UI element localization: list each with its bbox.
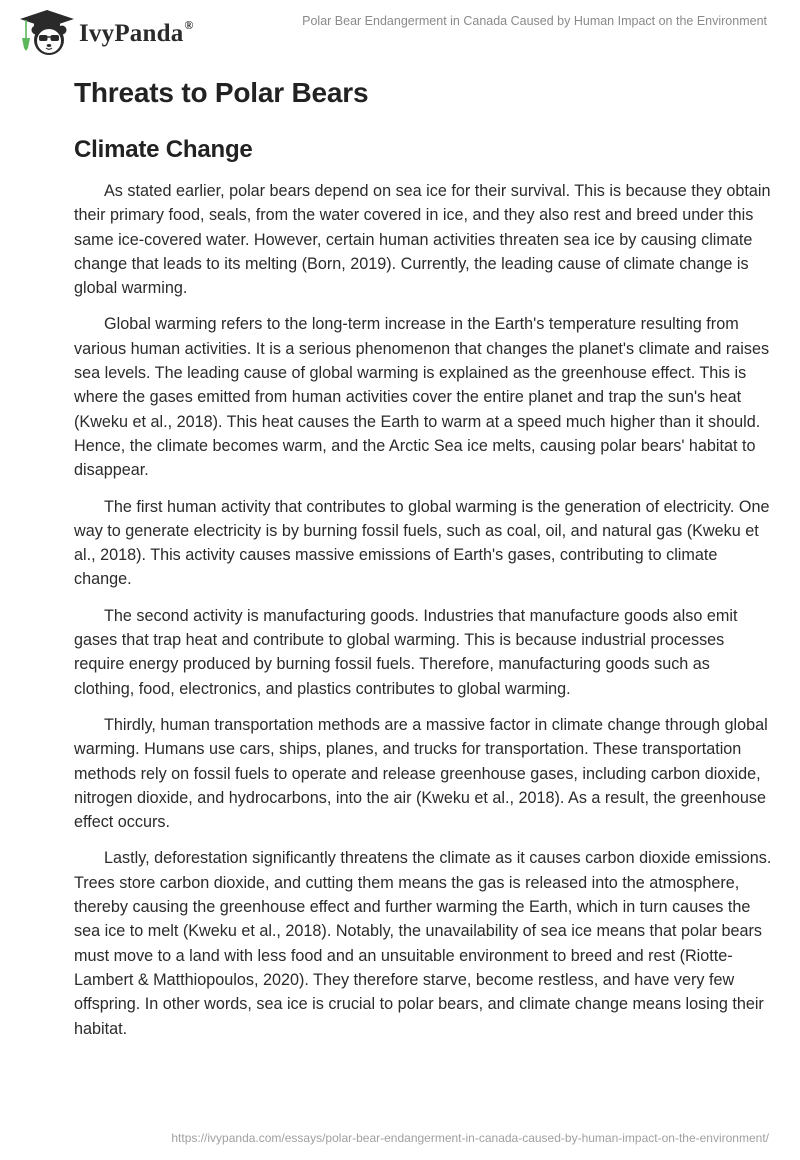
paragraph: The first human activity that contributes to global warming is the generation of electricity. One way to generate electricity is by burning fossil fuels, such as coal, oil, and natural gas (Kweku et al., 2018). This activity causes massive emissions of Earth's gases, contributing to climate change. [74,497,770,589]
page-title: Threats to Polar Bears [74,77,369,108]
paragraph: As stated earlier, polar bears depend on sea ice for their survival. This is because they obtain their primary food, seals, from the water covered in ice, and they also rest and breed under this same ice-covered water. However, certain human activities threaten sea ice by causing climate change that leads to its melting (Born, 2019). Currently, the leading cause of climate change is global warming. [74,182,771,298]
article-content [74,70,774,1041]
source-url-link[interactable]: https://ivypanda.com/essays/polar-bear-endangerment-in-canada-caused-by-human-impact-on-the-environment/ [171,1131,769,1145]
paragraph: Lastly, deforestation significantly threatens the climate as it causes carbon dioxide emissions. Trees store carbon dioxide, and cutting them means the gas is released into the atmosphere, thereby causing the greenhouse effect and further warming the Earth, which in turn causes the sea ice to melt (Kweku et al., 2018). Notably, the unavailability of sea ice means that polar bears must move to a land with less food and an unsuitable environment to breed and rest (Riotte-Lambert & Matthiopoulos, 2020). They therefore starve, become restless, and have very few offspring. In other words, sea ice is crucial to polar bears, and climate change means losing their habitat. [74,849,772,1038]
section-heading: Climate Change [74,136,253,163]
graduated-panda-icon [18,8,76,56]
registered-mark: ® [184,18,194,32]
paragraph: Global warming refers to the long-term increase in the Earth's temperature resulting from various human activities. It is a serious phenomenon that changes the planet's climate and raises sea levels. The leading cause of global warming is explained as the greenhouse effect. This is where the gases emitted from human activities cover the entire planet and trap the sun's heat (Kweku et al., 2018). This heat causes the Earth to warm at a speed much higher than it should. Hence, the climate becomes warm, and the Arctic Sea ice melts, causing polar bears' habitat to disappear. [74,315,770,480]
paragraph: Thirdly, human transportation methods are a massive factor in climate change through global warming. Humans use cars, ships, planes, and trucks for transportation. These transportation methods rely on fossil fuels to operate and release greenhouse gases, including carbon dioxide, nitrogen dioxide, and hydrocarbons, into the air (Kweku et al., 2018). As a result, the greenhouse effect occurs. [74,715,768,832]
paragraph: The second activity is manufacturing goods. Industries that manufacture goods also emit gases that trap heat and contribute to global warming. This is because industrial processes require energy produced by burning fossil fuels. Therefore, manufacturing goods such as clothing, food, electronics, and plastics contributes to global warming. [74,606,738,698]
document-title: Polar Bear Endangerment in Canada Caused by Human Impact on the Environment [302,14,767,28]
brand-name: IvyPanda® [79,18,194,47]
page-header [0,0,800,60]
ivypanda-logo[interactable] [18,8,194,56]
